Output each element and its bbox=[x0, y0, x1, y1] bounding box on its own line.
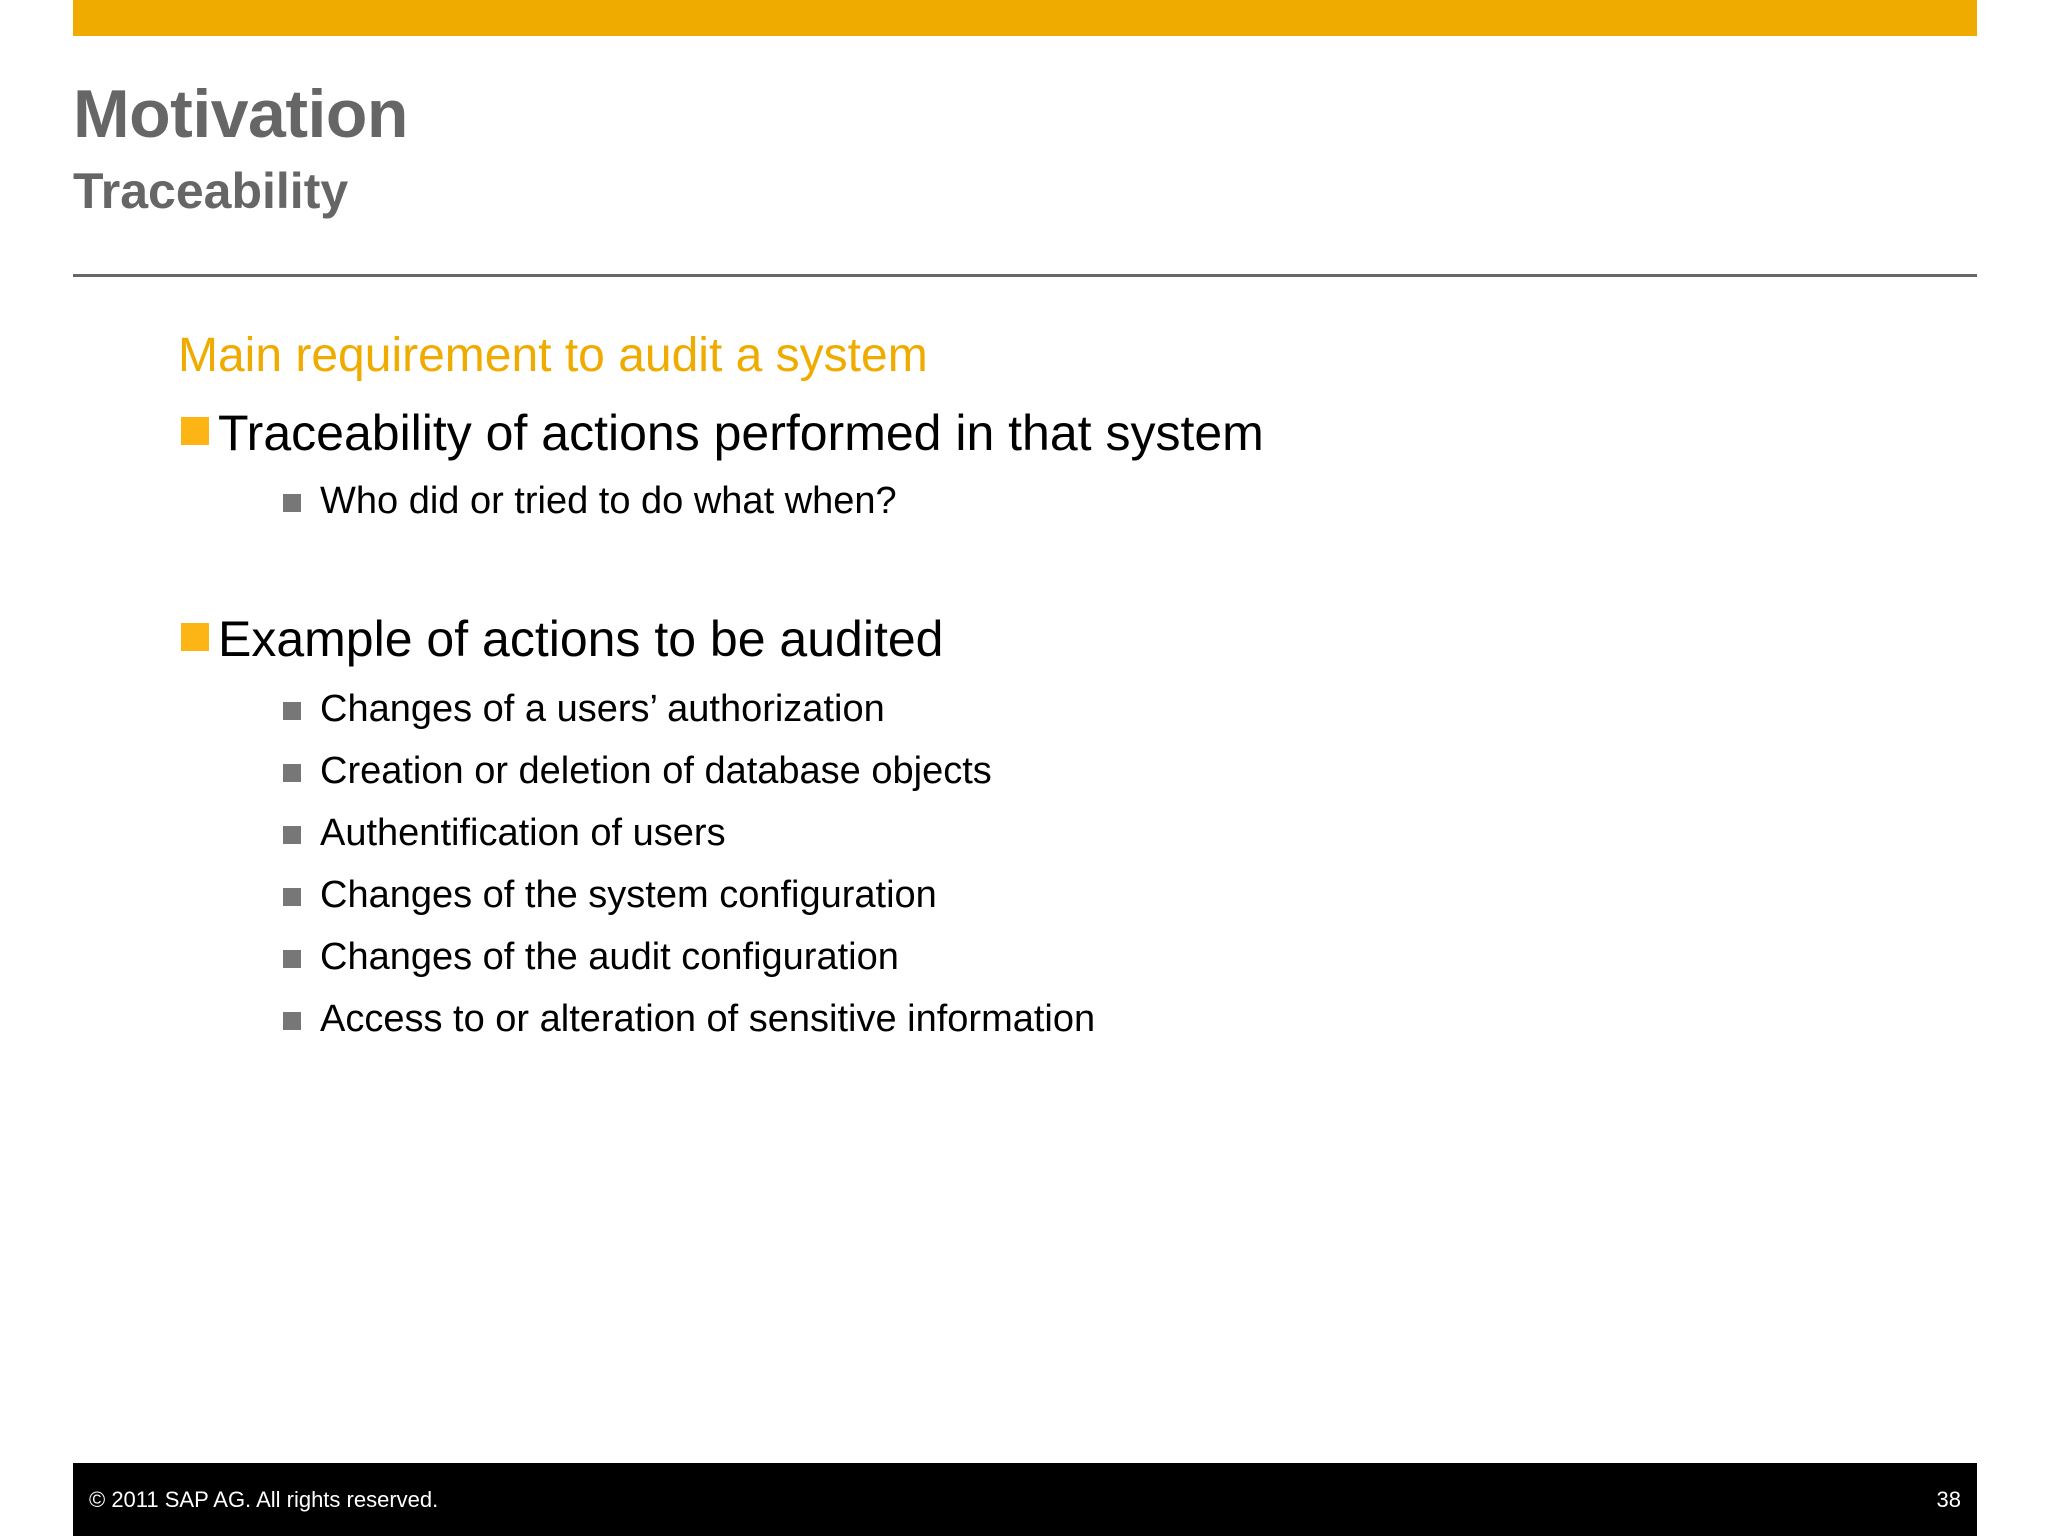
square-bullet-icon bbox=[283, 764, 301, 782]
list-item-text: Access to or alteration of sensitive information bbox=[320, 998, 1096, 1040]
square-bullet-icon bbox=[283, 826, 301, 844]
page-number: 38 bbox=[1936, 1487, 1961, 1512]
list-item bbox=[178, 876, 1778, 914]
bullet-text: Example of actions to be audited bbox=[218, 611, 944, 667]
bullet-level1-traceability bbox=[178, 405, 1778, 461]
square-bullet-icon bbox=[283, 1012, 301, 1030]
list-item bbox=[178, 1000, 1778, 1038]
list-item-text: Changes of the audit configuration bbox=[320, 936, 899, 978]
list-item-text: Changes of the system configuration bbox=[320, 874, 937, 916]
list-item-text: Authentification of users bbox=[320, 812, 726, 854]
slide-subtitle: Traceability bbox=[73, 163, 349, 219]
square-bullet-icon bbox=[283, 888, 301, 906]
bullet-text: Traceability of actions performed in that system bbox=[218, 405, 1264, 461]
header-divider bbox=[73, 274, 1977, 277]
slide-body bbox=[178, 329, 1778, 1040]
slide-header bbox=[73, 76, 408, 219]
square-bullet-icon bbox=[283, 494, 301, 512]
square-bullet-icon bbox=[181, 623, 209, 651]
section-heading: Main requirement to audit a system bbox=[178, 329, 928, 382]
slide-title: Motivation bbox=[73, 76, 408, 152]
bullet-level1-examples bbox=[178, 611, 1778, 667]
list-item-text: Who did or tried to do what when? bbox=[320, 480, 897, 522]
list-item-text: Creation or deletion of database objects bbox=[320, 750, 992, 792]
top-accent-bar bbox=[73, 0, 1977, 36]
square-bullet-icon bbox=[283, 950, 301, 968]
list-item bbox=[178, 752, 1778, 790]
copyright-text: © 2011 SAP AG. All rights reserved. bbox=[89, 1487, 439, 1512]
list-item bbox=[178, 690, 1778, 728]
list-item bbox=[178, 814, 1778, 852]
list-item bbox=[178, 482, 1778, 520]
slide-footer bbox=[73, 1463, 1977, 1536]
list-item bbox=[178, 938, 1778, 976]
list-item-text: Changes of a users’ authorization bbox=[320, 688, 885, 730]
square-bullet-icon bbox=[181, 417, 209, 445]
square-bullet-icon bbox=[283, 702, 301, 720]
